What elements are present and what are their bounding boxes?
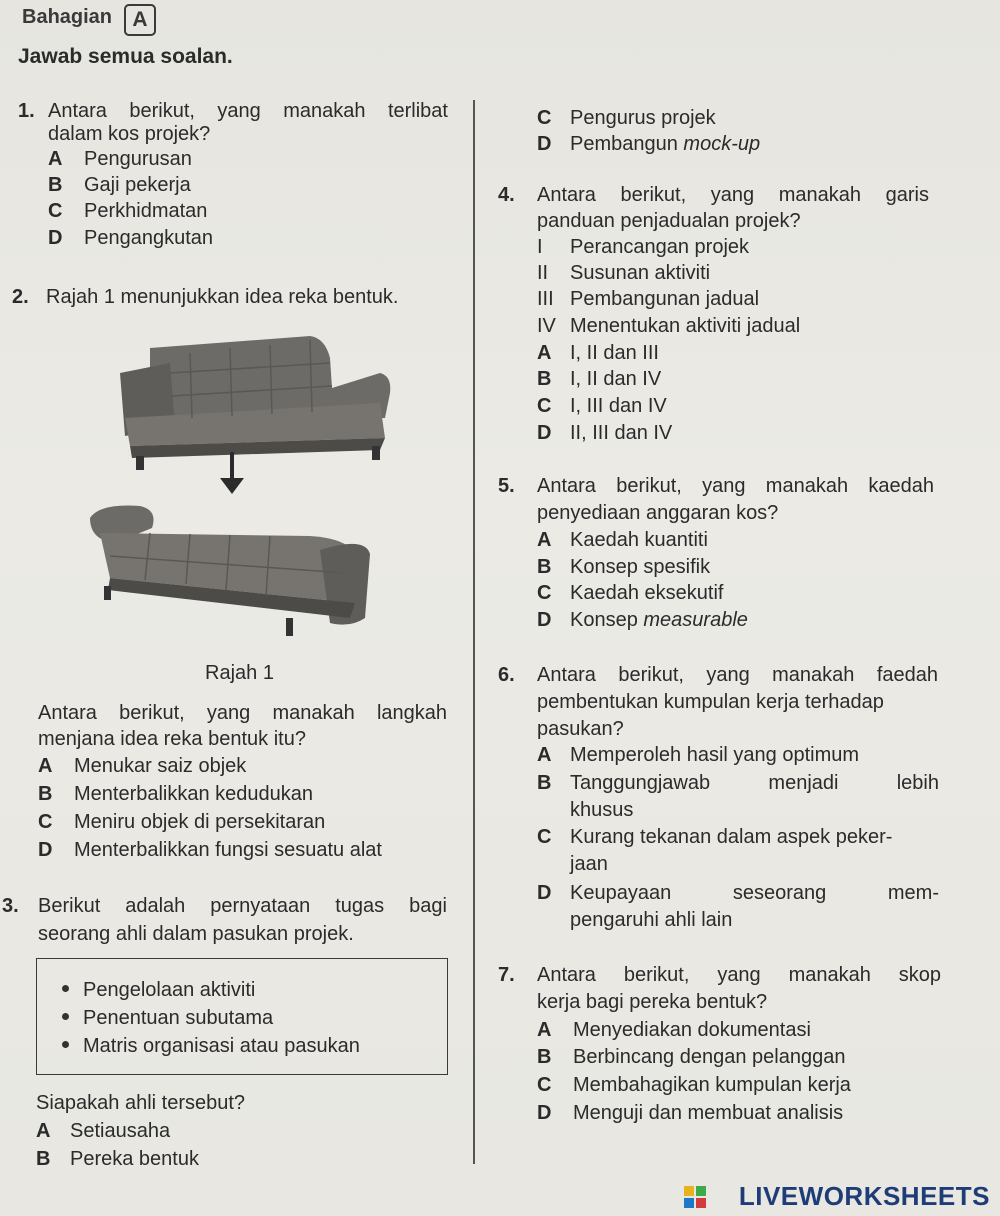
q7-number: 7. xyxy=(498,964,515,986)
q2-number: 2. xyxy=(12,286,29,308)
q6-stem-line2: pembentukan kumpulan kerja terhadap xyxy=(537,691,884,713)
q4-item-i: I xyxy=(537,236,543,258)
q4-item-ii: II xyxy=(537,262,549,284)
q2-question-line1: Antara berikut, yang manakah langkah xyxy=(38,702,447,724)
q2-stem: Rajah 1 menunjukkan idea reka bentuk. xyxy=(46,286,399,308)
q3-bullet-3: Matris organisasi atau pasukan xyxy=(83,1035,360,1057)
q3-bullet-1: Pengelolaan aktiviti xyxy=(83,979,256,1001)
sofa-upright-icon xyxy=(120,336,390,470)
sofa-figure xyxy=(80,318,420,658)
q5-stem-line2: penyediaan anggaran kos? xyxy=(537,502,779,524)
q3-stem-line2: seorang ahli dalam pasukan projek. xyxy=(38,923,354,945)
q1-number: 1. xyxy=(18,100,35,122)
q3-stem-line1: Berikut adalah pernyataan tugas bagi xyxy=(38,895,447,917)
worksheet-page: Bahagian A Jawab semua soalan. 1. Antara berikut, yang manakah terlibat dalam kos projek? A Pengurusan B Gaji pekerja C Perkhidmatan D Pengangkutan 2. Rajah 1 menunjukkan idea reka bentuk. Rajah 1 Antara berikut, yang manakah langkah menjana idea reka bentuk itu? A Menukar saiz objek B Menterbalikkan kedudukan C Meniru objek di persekitaran D Menterbalikkan fungsi sesuatu alat 3. Berikut adalah pernyataan tugas bagi seorang ahli dalam pasukan projek. Pengelolaan aktiviti Penentuan subutama Matris organisasi atau pasukan Siapakah ahli tersebut? A Setiausaha B Pereka bentuk C Pengurus projek D Pembangun mock-up 4. Antara berikut, yang manakah garis panduan penjadualan projek? I Perancangan projek II Susunan aktiviti III Pembangunan jadual IV Menentukan aktiviti jadual A I, II dan III B I, II dan IV C I, III dan IV D II, III dan IV 5. Antara berikut, yang manakah kaedah penyediaan anggaran kos? A Kaedah kuantiti B Konsep spesifik C Kaedah eksekutif D Konsep measurable 6. Antara berikut, yang manakah faedah pembentukan kumpulan kerja terhadap pasukan? A Memperoleh hasil yang optimum B Tanggungjawab menjadi lebih khusus C Kurang tekanan dalam aspek peker- jaan D Keupayaan seseorang mem- pengaruhi ahli lain 7. Antara berikut, yang manakah skop kerja bagi pereka bentuk? A Menyediakan dokumentasi B Berbincang dengan pelanggan C Membahagikan kumpulan kerja D Menguji dan membuat analisis LIVEWORKSHEETS xyxy=(0,0,1000,1216)
figure-caption: Rajah 1 xyxy=(205,662,274,684)
q4-stem-line1: Antara berikut, yang manakah garis xyxy=(537,184,929,206)
q7-stem-line1: Antara berikut, yang manakah skop xyxy=(537,964,941,986)
q5-stem-line1: Antara berikut, yang manakah kaedah xyxy=(537,475,934,497)
q7-stem-line2: kerja bagi pereka bentuk? xyxy=(537,991,768,1013)
q1-stem-line1: Antara berikut, yang manakah terlibat xyxy=(48,100,448,122)
arrow-down-icon xyxy=(220,452,244,494)
q4-number: 4. xyxy=(498,184,515,206)
column-divider xyxy=(473,100,475,1164)
instruction: Jawab semua soalan. xyxy=(18,45,233,68)
q5-number: 5. xyxy=(498,475,515,497)
watermark[interactable]: LIVEWORKSHEETS xyxy=(738,1181,990,1211)
section-label: Bahagian xyxy=(22,6,113,28)
q3-number: 3. xyxy=(2,895,19,917)
q6-number: 6. xyxy=(498,664,515,686)
q4-item-iv: IV xyxy=(537,315,556,337)
q6-stem-line3: pasukan? xyxy=(537,718,624,740)
q1-stem-line2: dalam kos projek? xyxy=(48,123,211,145)
q4-stem-line2: panduan penjadualan projek? xyxy=(537,210,801,232)
section-letter-badge: A xyxy=(124,4,156,36)
q4-item-iii: III xyxy=(537,288,554,310)
liveworksheets-logo-icon xyxy=(684,1186,706,1208)
q6-stem-line1: Antara berikut, yang manakah faedah xyxy=(537,664,938,686)
q3-bullet-2: Penentuan subutama xyxy=(83,1007,274,1029)
sofa-bed-icon xyxy=(90,506,370,637)
q3-question: Siapakah ahli tersebut? xyxy=(36,1092,246,1114)
q2-question-line2: menjana idea reka bentuk itu? xyxy=(38,728,306,750)
